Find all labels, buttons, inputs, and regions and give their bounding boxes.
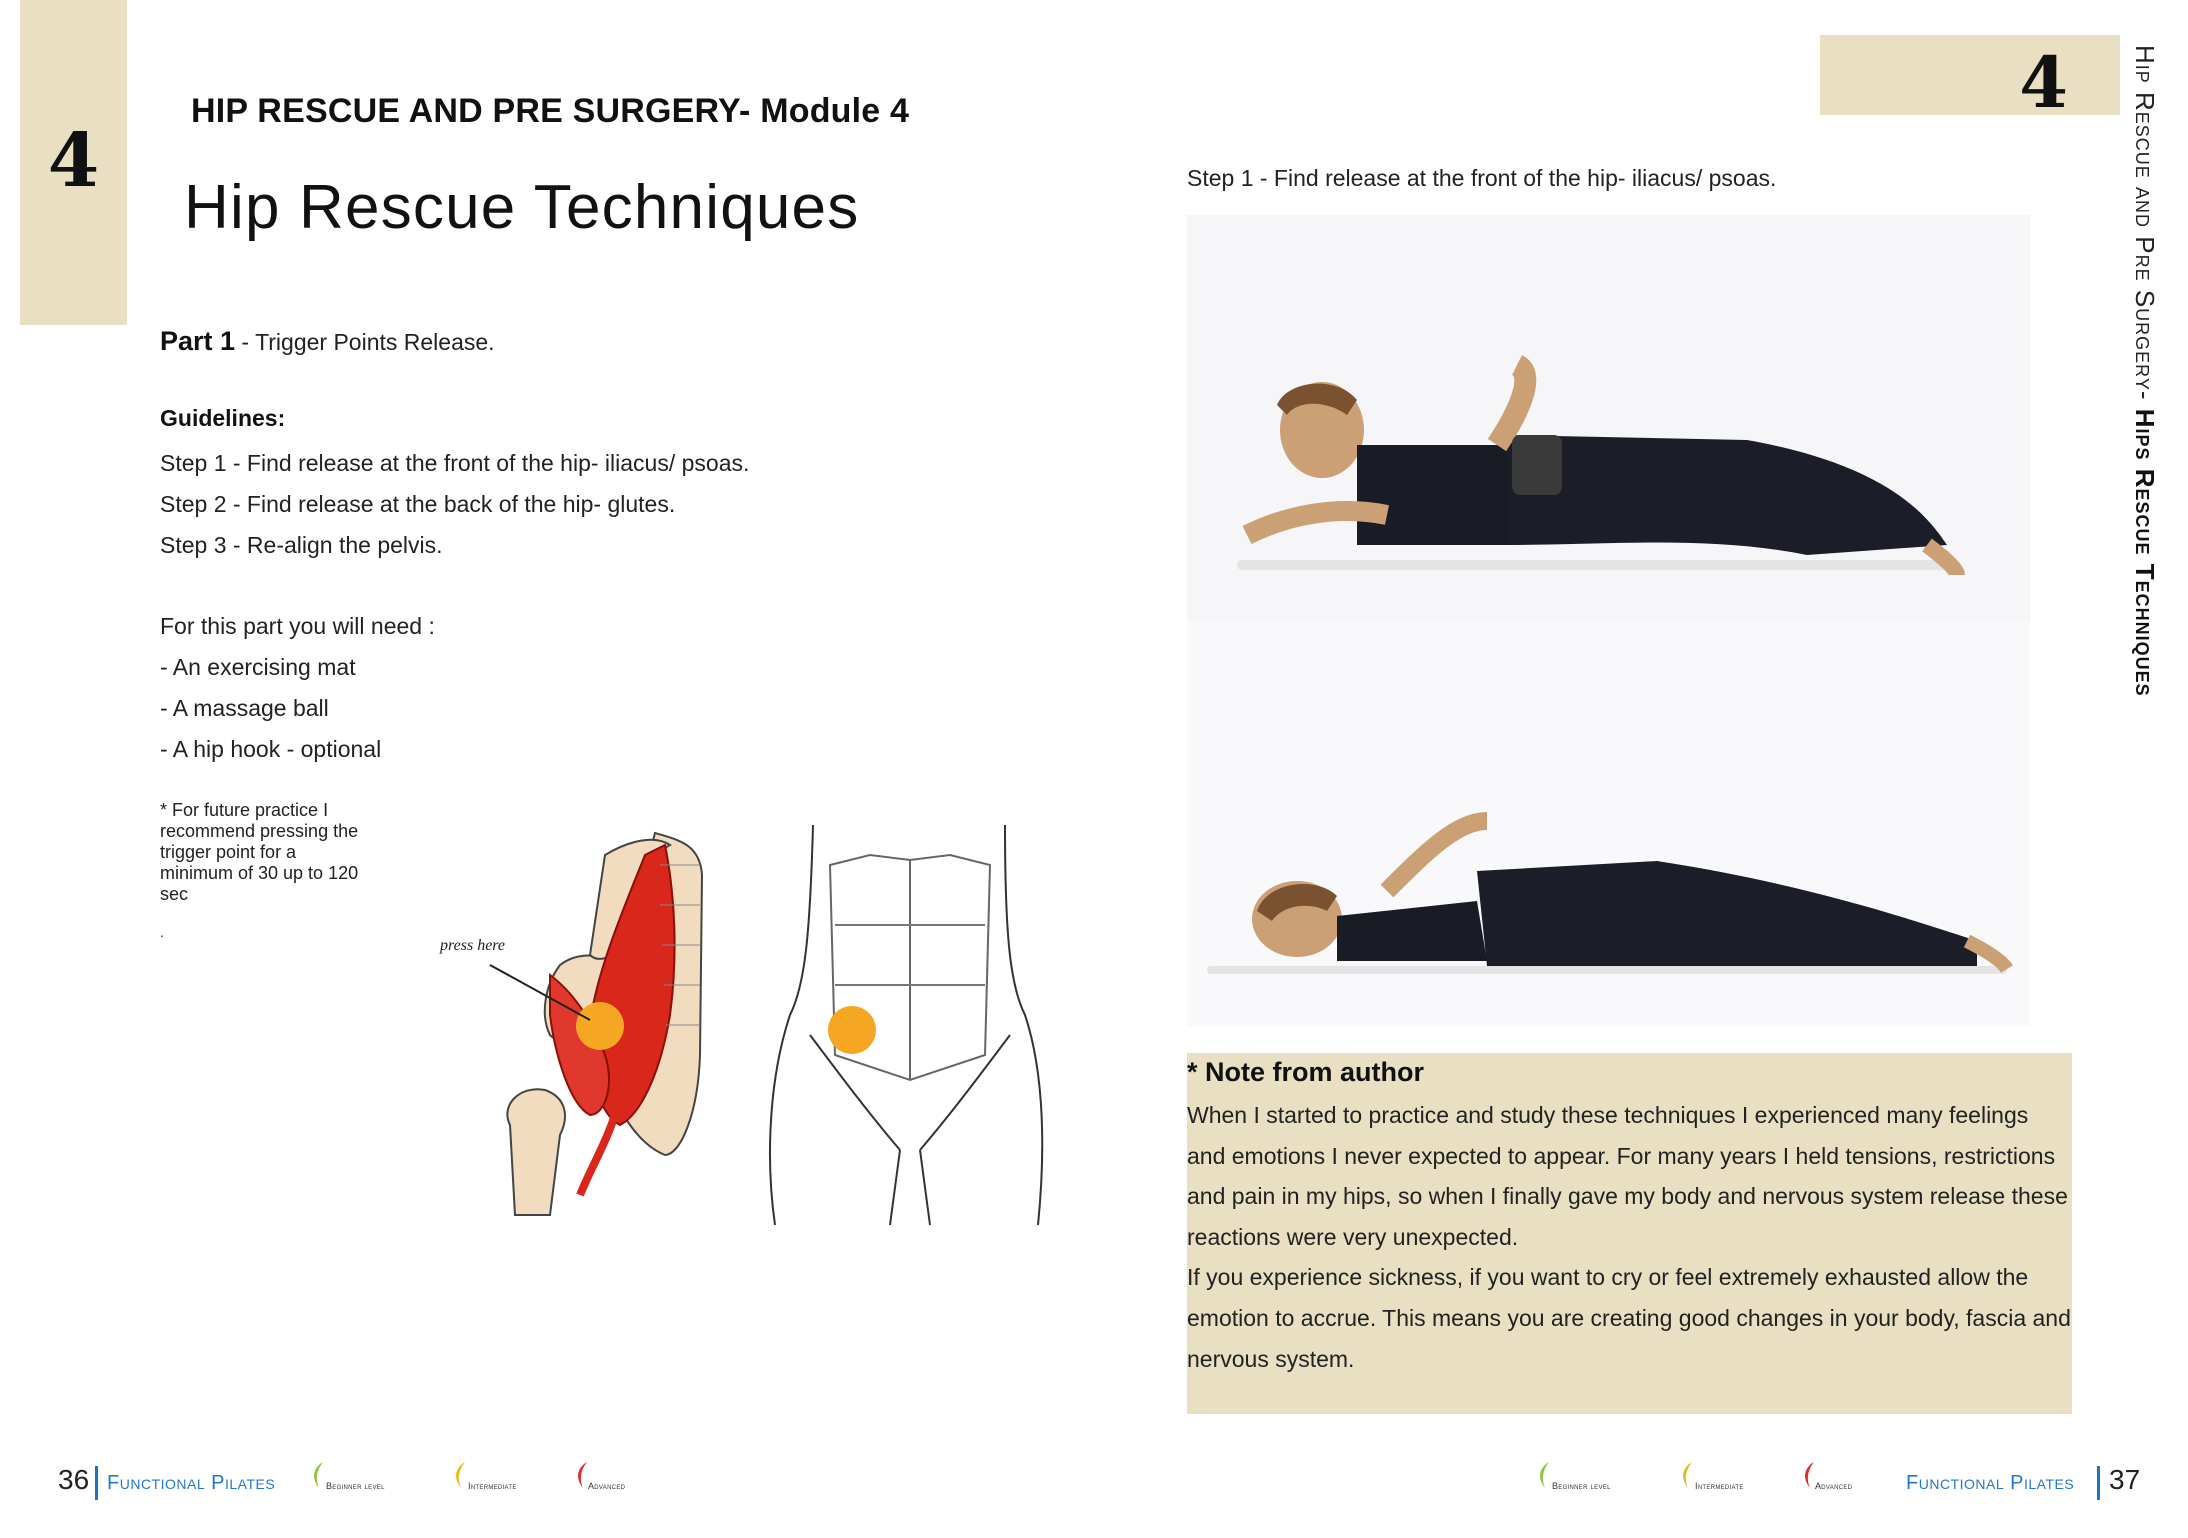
- page-number-left: 36: [58, 1464, 90, 1495]
- level-advanced-left: Advanced: [588, 1481, 626, 1491]
- step-item: Step 3 - Re-align the pelvis.: [160, 532, 443, 558]
- anatomy-illustration: [430, 815, 1070, 1235]
- vertical-section-title: [2120, 45, 2160, 765]
- step-item: Step 2 - Find release at the back of the hip- glutes.: [160, 491, 676, 517]
- page-heading: Hip Rescue Techniques: [184, 173, 860, 242]
- step-item: Step 1 - Find release at the front of the hip- iliacus/ psoas.: [160, 450, 750, 476]
- hip-anatomy-drawing: [439, 833, 702, 1215]
- advanced-leaf-icon: [575, 1462, 589, 1488]
- prone-figure: [1187, 621, 2030, 1026]
- side-lying-figure: [1187, 215, 2030, 621]
- note-paragraph: If you experience sickness, if you want to cry or feel extremely exhausted allow the emotion to accrue. This means you are creating good changes in your body, fascia and nervous system.: [1187, 1264, 2071, 1372]
- author-note-box: [1187, 1053, 2072, 1414]
- trigger-point-marker: [576, 1002, 624, 1050]
- chapter-number-right: 4: [2019, 41, 2068, 124]
- brand-left: Functional Pilates: [107, 1472, 276, 1494]
- level-beginner-left: Beginner level: [326, 1481, 385, 1491]
- page-divider-left: [95, 1466, 98, 1500]
- trailing-dot: .: [160, 924, 164, 940]
- chapter-tab-left: [20, 0, 127, 325]
- chapter-number-left: 4: [47, 118, 100, 204]
- needs-list: [160, 606, 435, 770]
- page-number-right: 37: [2109, 1464, 2141, 1495]
- beginner-leaf-icon: [1537, 1462, 1551, 1488]
- part-label: Part 1: [160, 326, 236, 356]
- note-body: [1187, 1095, 2072, 1379]
- vertical-title-regular: Hip Rescue and Pre Surgery-: [2130, 45, 2160, 409]
- torso-drawing: [770, 825, 1042, 1225]
- part-line: [160, 326, 495, 357]
- exercise-photo-side-lying: [1187, 215, 2030, 621]
- intermediate-leaf-icon: [453, 1462, 467, 1488]
- needs-item: - A massage ball: [160, 695, 329, 721]
- steps-list: [160, 443, 749, 566]
- note-title: * Note from author: [1187, 1057, 1425, 1087]
- advanced-leaf-icon: [1802, 1462, 1816, 1488]
- step-caption: Step 1 - Find release at the front of the hip- iliacus/ psoas.: [1187, 165, 1777, 191]
- note-paragraph: When I started to practice and study these techniques I experienced many feelings and emotions I never expected to appear. For many years I held tensions, restrictions and pain in my hips, so when I finally gave my body and nervous system release these reactions were very unexpected.: [1187, 1102, 2068, 1250]
- needs-heading: For this part you will need :: [160, 613, 435, 639]
- practice-note: * For future practice I recommend pressing the trigger point for a minimum of 30 up to 120 sec: [160, 800, 359, 904]
- module-title: HIP RESCUE AND PRE SURGERY- Module 4: [191, 92, 910, 130]
- exercise-photo-prone: [1187, 621, 2030, 1026]
- chapter-tab-right: [1820, 35, 2120, 124]
- level-intermediate-right: Intermediate: [1695, 1481, 1744, 1491]
- brand-right: Functional Pilates: [1906, 1472, 2075, 1494]
- level-advanced-right: Advanced: [1815, 1481, 1853, 1491]
- press-here-label: press here: [440, 937, 506, 954]
- trigger-point-marker-torso: [828, 1006, 876, 1054]
- guidelines-heading: Guidelines:: [160, 405, 286, 431]
- needs-item: - An exercising mat: [160, 654, 356, 680]
- page-divider-right: [2097, 1466, 2100, 1500]
- beginner-leaf-icon: [311, 1462, 325, 1488]
- vertical-title-bold: Hips Rescue Techniques: [2130, 408, 2160, 697]
- part-text: - Trigger Points Release.: [235, 329, 495, 355]
- needs-item: - A hip hook - optional: [160, 736, 382, 762]
- level-intermediate-left: Intermediate: [468, 1481, 517, 1491]
- level-beginner-right: Beginner level: [1552, 1481, 1611, 1491]
- intermediate-leaf-icon: [1680, 1462, 1694, 1488]
